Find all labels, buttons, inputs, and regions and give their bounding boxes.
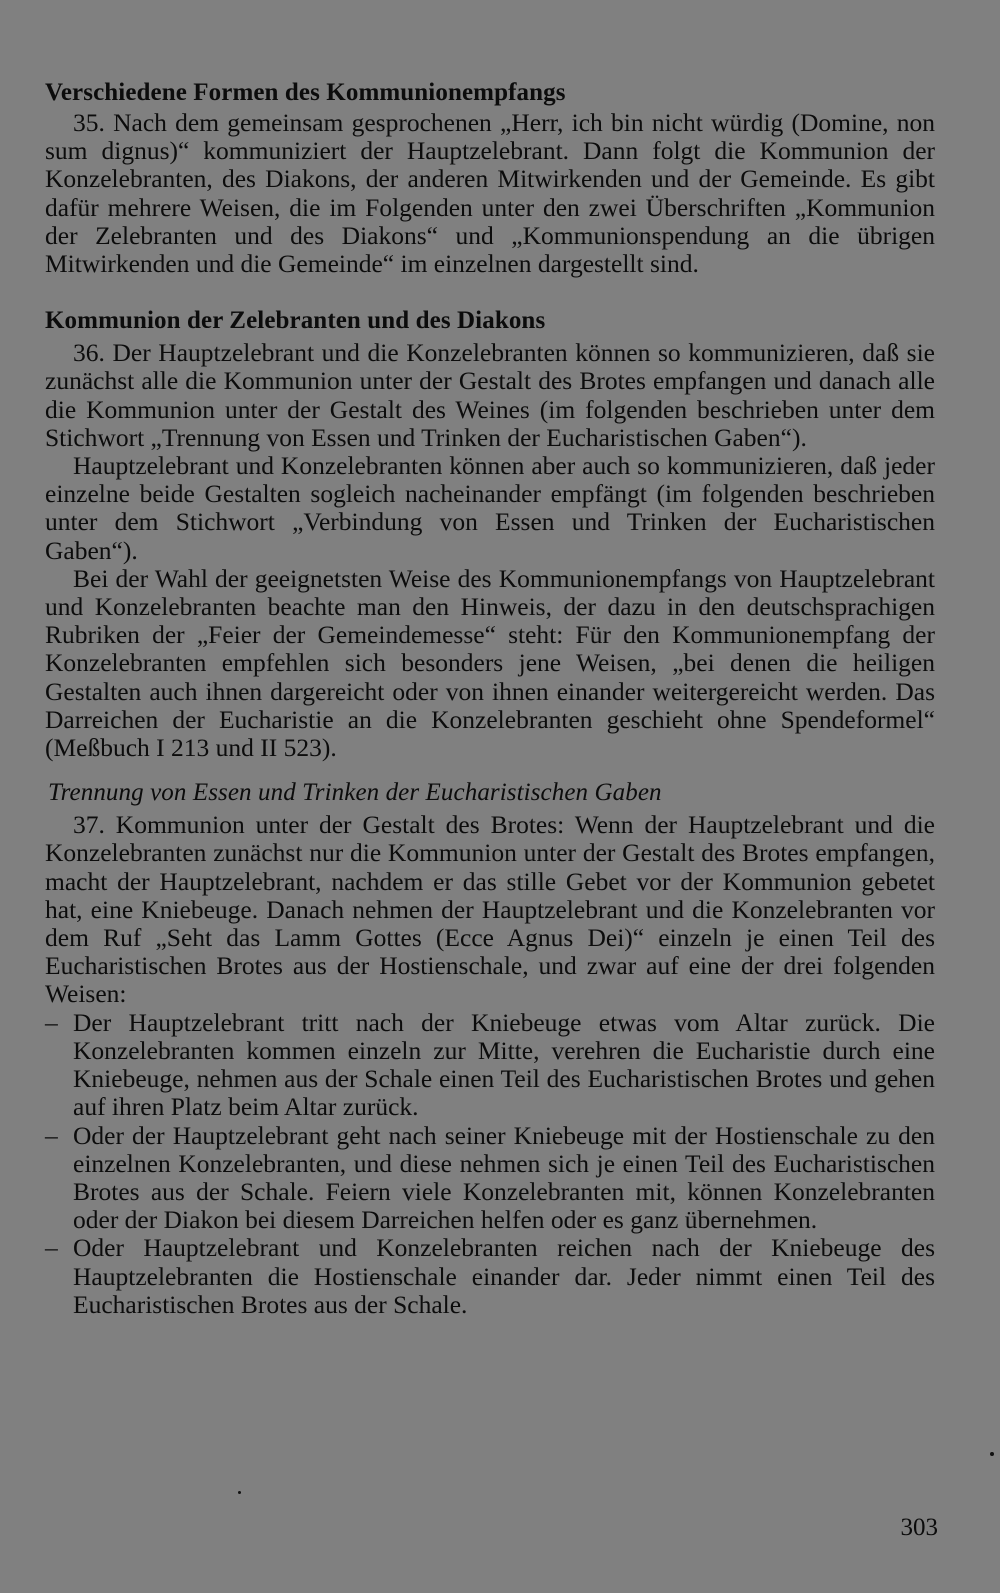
section-heading-trennung: Trennung von Essen und Trinken der Eucharistischen Gaben xyxy=(48,779,662,807)
paragraph-35: 35. Nach dem gemeinsam gesprochenen „Herr, ich bin nicht würdig (Domine, non sum dignus)“ kommuniziert der Hauptzelebrant. Dann folgt die Kommunion der Konzelebranten, des Diakons, der anderen Mitwirkenden und der Gemeinde. Es gibt dafür mehrere Weisen, die im Folgenden unter den zwei Überschriften „Kommunion der Zelebranten und des Diakons“ und „Kommunionspendung an die übrigen Mitwirkenden und die Gemeinde“ im einzelnen dargestellt sind. xyxy=(45,108,935,279)
scan-speck xyxy=(238,1491,241,1494)
paragraph-36c: Bei der Wahl der geeignetsten Weise des Kommunionempfangs von Hauptzelebrant und Konzelebranten beachte man den Hinweis, der dazu in den deutschsprachigen Rubriken der „Feier der Gemeindemesse“ steht: Für den Kommunionempfang der Konzelebranten empfehlen sich besonders jene Weisen, „bei denen die heiligen Gestalten auch ihnen dargereicht oder von ihnen einander weitergereicht werden. Das Darreichen der Eucharistie an die Konzelebranten geschieht ohne Spendeformel“ (Meßbuch I 213 und II 523). xyxy=(45,563,935,763)
dash-list xyxy=(45,1009,935,1319)
scan-speck xyxy=(990,1452,994,1456)
list-item-text: Der Hauptzelebrant tritt nach der Kniebeuge etwas vom Altar zurück. Die Konzelebranten kommen einzeln zur Mitte, verehren die Eucharistie durch eine Kniebeuge, nehmen aus der Schale einen Teil des Eucharistischen Brotes und gehen auf ihren Platz beim Altar zurück. xyxy=(73,1007,935,1122)
section-heading-formen: Verschiedene Formen des Kommunionempfangs xyxy=(45,79,566,106)
list-item-text: Oder Hauptzelebrant und Konzelebranten reichen nach der Kniebeuge des Hauptzelebranten die Hostienschale einander dar. Jeder nimmt einen Teil des Eucharistischen Brotes aus der Schale. xyxy=(73,1233,935,1319)
paragraph-36: 36. Der Hauptzelebrant und die Konzelebranten können so kommunizieren, daß sie zunächst alle die Kommunion unter der Gestalt des Brotes empfangen und danach alle die Kommunion unter der Gestalt des Weines (im folgenden beschrieben unter dem Stichwort „Trennung von Essen und Trinken der Eucharistischen Gaben“). xyxy=(45,338,935,452)
dash-bullet: – xyxy=(45,1120,58,1150)
paragraph-36b: Hauptzelebrant und Konzelebranten können aber auch so kommunizieren, daß jeder einzelne beide Gestalten sogleich nacheinander empfängt (im folgenden beschrieben unter dem Stichwort „Verbindung von Essen und Trinken der Eucharistischen Gaben“). xyxy=(45,451,935,565)
section-heading-zelebranten: Kommunion der Zelebranten und des Diakons xyxy=(45,307,546,335)
dash-bullet: – xyxy=(45,1233,58,1263)
page-body xyxy=(45,70,935,1319)
paragraph-37: 37. Kommunion unter der Gestalt des Brotes: Wenn der Hauptzelebrant und die Konzelebranten zunächst nur die Kommunion unter der Gestalt des Brotes empfangen, macht der Hauptzelebrant, nachdem er das stille Gebet vor der Kommunion gebetet hat, eine Kniebeuge. Danach nehmen der Hauptzelebrant und die Konzelebranten vor dem Ruf „Seht das Lamm Gottes (Ecce Agnus Dei)“ einzeln je einen Teil des Eucharistischen Brotes aus der Hostienschale, und zwar auf eine der drei folgenden Weisen: xyxy=(45,810,935,1009)
dash-bullet: – xyxy=(45,1007,58,1037)
list-item xyxy=(45,1009,935,1122)
list-item-text: Oder der Hauptzelebrant geht nach seiner Kniebeuge mit der Hostienschale zu den einzelnen Konzelebranten, und diese nehmen sich je einen Teil des Eucharistischen Brotes aus der Schale. Feiern viele Konzelebranten mit, können Konzelebranten oder der Diakon bei diesem Darreichen helfen oder es ganz übernehmen. xyxy=(73,1120,935,1235)
page-number: 303 xyxy=(900,1514,938,1541)
list-item xyxy=(45,1122,935,1235)
list-item xyxy=(45,1234,935,1319)
